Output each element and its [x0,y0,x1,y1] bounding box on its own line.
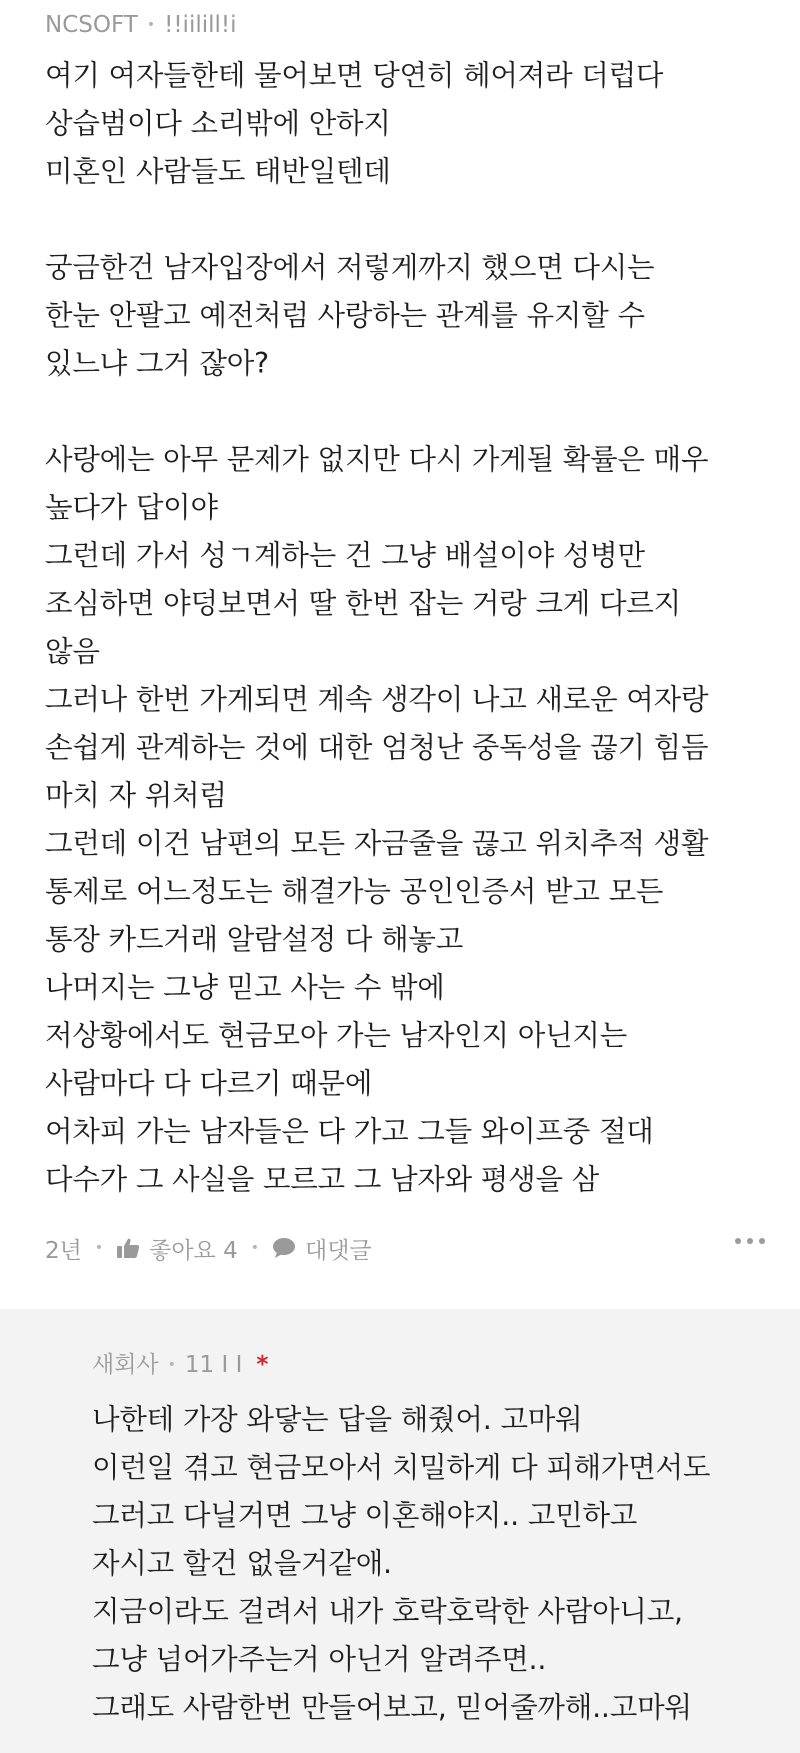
comment-text-line: 마치 자 위처럼 [45,779,227,812]
more-options-icon[interactable] [735,1238,765,1244]
comment-nickname[interactable]: !!iilill!i [164,12,237,38]
reply-body [92,1396,792,1732]
comment-footer [45,1230,765,1266]
more-dot [735,1238,741,1244]
reply-author[interactable]: 새회사 [92,1352,159,1378]
reply-nickname[interactable]: 11 I I [184,1352,243,1378]
comment-text-line [45,388,785,436]
comment-text-line: 어차피 가는 남자들은 다 가고 그들 와이프중 절대 [45,1115,654,1148]
more-dot [747,1238,753,1244]
comment-meta [45,10,800,40]
author-badge: * [256,1352,269,1378]
reply-meta [92,1350,800,1380]
thumbs-up-icon[interactable] [116,1237,140,1259]
comment-text-line: 사랑에는 아무 문제가 없지만 다시 가게될 확률은 매우 [45,443,709,476]
more-dot [759,1238,765,1244]
comment-text-line: 그런데 이건 남편의 모든 자금줄을 끊고 위치추적 생활 [45,827,709,860]
reply-text-line: 그래도 사람한번 만들어보고, 믿어줄까해..고마워 [92,1691,692,1724]
comment-text-line: 상습범이다 소리밖에 안하지 [45,107,391,140]
comment-text-line: 조심하면 야덩보면서 딸 한번 잡는 거랑 크게 다르지 [45,587,681,620]
reply-text-line: 이런일 겪고 현금모아서 치밀하게 다 피해가면서도 [92,1451,711,1484]
reply-text-line: 자시고 할건 없을거같애. [92,1547,392,1580]
comment-text-line: 사람마다 다 다르기 때문에 [45,1067,373,1100]
reply-button[interactable]: 대댓글 [305,1237,372,1264]
comment-text-line [45,196,785,244]
comment-body [45,52,785,1204]
comment-text-line: 한눈 안팔고 예전처럼 사랑하는 관계를 유지할 수 [45,299,645,332]
separator-dot: • [146,17,156,33]
reply-text-line: 그냥 넘어가주는거 아닌거 알려주면.. [92,1643,547,1676]
separator-dot: • [167,1357,176,1373]
comment-text-line: 저상황에서도 현금모아 가는 남자인지 아닌지는 [45,1019,628,1052]
comment-text-line: 있느냐 그거 잖아? [45,347,269,380]
speech-bubble-icon[interactable] [272,1237,296,1259]
separator-dot: • [94,1240,104,1256]
comment-text-line: 궁금한건 남자입장에서 저렇게까지 했으면 다시는 [45,251,655,284]
comment-text-line: 통장 카드거래 알람설정 다 해놓고 [45,923,464,956]
separator-dot: • [250,1240,259,1256]
reply-text-line: 지금이라도 걸려서 내가 호락호락한 사람아니고, [92,1595,683,1628]
comment-text-line: 높다가 답이야 [45,491,218,524]
reply-comment [0,1309,800,1753]
reply-text-line: 나한테 가장 와닿는 답을 해줬어. 고마워 [92,1403,583,1436]
comment-text-line: 여기 여자들한테 물어보면 당연히 헤어져라 더럽다 [45,59,664,92]
comment-text-line: 그런데 가서 성ㄱ계하는 건 그냥 배설이야 성병만 [45,539,645,572]
comment-text-line: 손쉽게 관계하는 것에 대한 엄청난 중독성을 끊기 힘듬 [45,731,709,764]
comment-time: 2년 [45,1237,82,1264]
comment-text-line: 않음 [45,635,100,668]
comment-text-line: 통제로 어느정도는 해결가능 공인인증서 받고 모든 [45,875,664,908]
comment-text-line: 그러나 한번 가게되면 계속 생각이 나고 새로운 여자랑 [45,683,709,716]
comment-author[interactable]: NCSOFT [45,12,138,38]
comment-text-line: 미혼인 사람들도 태반일텐데 [45,155,391,188]
like-button[interactable]: 좋아요 4 [149,1237,238,1264]
comment-text-line: 나머지는 그냥 믿고 사는 수 밖에 [45,971,445,1004]
comment-text-line: 다수가 그 사실을 모르고 그 남자와 평생을 삼 [45,1163,599,1196]
reply-text-line: 그러고 다닐거면 그냥 이혼해야지.. 고민하고 [92,1499,638,1532]
